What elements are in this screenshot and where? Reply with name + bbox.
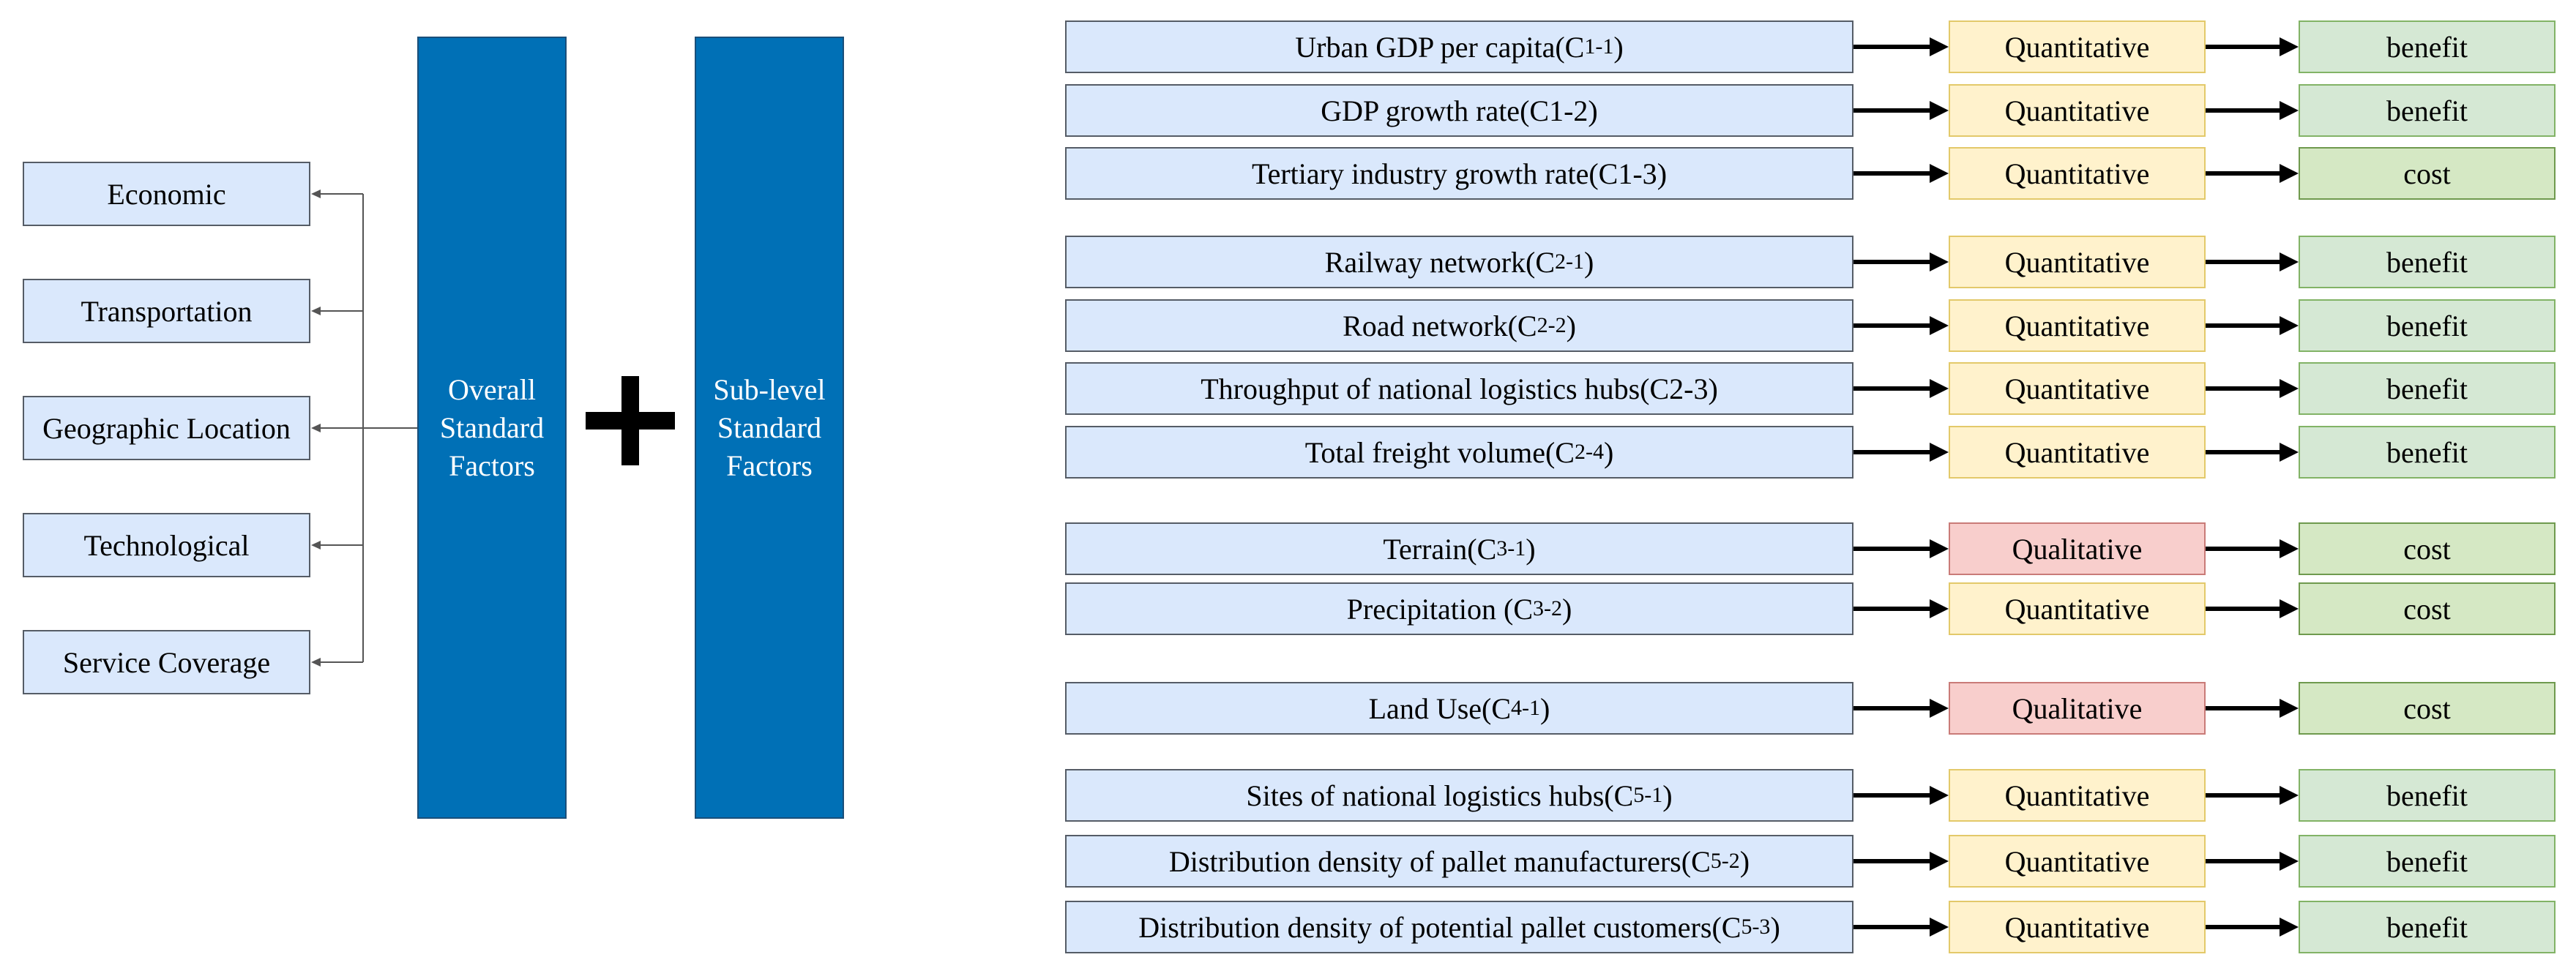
criterion-type: Quantitative [2004,30,2150,64]
category-label: Economic [107,177,226,211]
criterion-box: Distribution density of pallet manufacturers(C 5-2 ) [1065,835,1853,888]
criterion-close: ) [1526,532,1536,566]
arrowhead-icon [2280,599,2299,618]
arrowhead-icon [2280,443,2299,462]
criterion-box: Land Use(C 4-1 ) [1065,682,1853,735]
criterion-box: Railway network(C 2-1 ) [1065,236,1853,288]
criterion-type: Quantitative [2004,309,2150,342]
arrowhead-icon [1930,786,1949,805]
criterion-code: 1-2 [1549,94,1588,127]
criterion-type: Quantitative [2004,844,2150,878]
criterion-close: ) [1770,910,1780,944]
arrowhead-icon [1930,599,1949,618]
criterion-name: Total freight volume(C [1304,435,1575,469]
criterion-direction: benefit [2386,435,2468,469]
criterion-direction: benefit [2386,94,2468,127]
arrowhead-icon [1930,37,1949,56]
criterion-code: 2-3 [1669,372,1709,405]
arrowhead-icon [2280,37,2299,56]
overall-line-3: Factors [449,449,535,482]
criterion-close: ) [1562,592,1572,626]
category-label: Geographic Location [42,411,291,445]
criterion-type: Quantitative [2004,372,2150,405]
criterion-name: Distribution density of pallet manufacturers(C [1168,844,1711,878]
criterion-close: ) [1584,245,1594,279]
arrowhead-icon [2280,379,2299,398]
arrowhead-icon [2280,316,2299,335]
sublevel-line-3: Factors [726,449,813,482]
criterion-box: Road network(C 2-2 ) [1065,299,1853,352]
criterion-direction: benefit [2386,844,2468,878]
criterion-type: Qualitative [2012,691,2143,725]
overall-line-1: Overall [448,372,536,406]
criterion-direction: cost [2403,592,2451,626]
arrowhead-icon [2280,539,2299,558]
criterion-type: Quantitative [2004,435,2150,469]
criterion-type: Quantitative [2004,910,2150,944]
criterion-direction: benefit [2386,779,2468,812]
arrowhead-icon [2280,852,2299,871]
arrowhead-icon [1930,379,1949,398]
criterion-box: Total freight volume(C 2-4 ) [1065,426,1853,479]
criterion-close: ) [1540,691,1550,725]
criterion-type: Quantitative [2004,779,2150,812]
criterion-name: Railway network(C [1324,245,1556,279]
criterion-name: GDP growth rate(C [1321,94,1550,127]
arrowhead-icon [1930,699,1949,718]
criterion-box: Urban GDP per capita(C 1-1 ) [1065,20,1853,73]
arrowhead-icon [2280,918,2299,937]
criterion-name: Tertiary industry growth rate(C [1251,157,1619,190]
category-label: Technological [83,528,250,562]
arrowhead-icon [2280,164,2299,183]
criterion-type: Quantitative [2004,157,2150,190]
category-label: Transportation [81,294,253,328]
criterion-name: Throughput of national logistics hubs(C [1201,372,1670,405]
criterion-name: Terrain(C [1383,532,1497,566]
criterion-name: Land Use(C [1368,691,1512,725]
criterion-close: ) [1566,309,1576,342]
criterion-close: ) [1603,435,1614,469]
criterion-name: Distribution density of potential pallet customers(C [1138,910,1741,944]
criterion-type: Quantitative [2004,245,2150,279]
arrowhead-icon [1930,252,1949,271]
criterion-close: ) [1708,372,1718,405]
criterion-type: Qualitative [2012,532,2143,566]
arrowhead-icon [2280,786,2299,805]
criterion-name: Sites of national logistics hubs(C [1246,779,1634,812]
criterion-close: ) [1739,844,1750,878]
sublevel-line-1: Sub-level [713,372,826,406]
criterion-direction: cost [2403,691,2451,725]
arrowhead-icon [1930,101,1949,120]
criterion-direction: benefit [2386,30,2468,64]
criterion-box: Precipitation (C 3-2 ) [1065,582,1853,635]
arrowhead-icon [1930,539,1949,558]
arrowhead-icon [1930,918,1949,937]
criterion-box: Sites of national logistics hubs(C 5-1 ) [1065,769,1853,822]
criterion-type: Quantitative [2004,94,2150,127]
arrowhead-icon [1930,164,1949,183]
arrowhead-icon [2280,101,2299,120]
arrowhead-icon [2280,699,2299,718]
criterion-direction: benefit [2386,910,2468,944]
criterion-box: Terrain(C 3-1 ) [1065,522,1853,575]
criterion-close: ) [1657,157,1668,190]
criterion-direction: benefit [2386,245,2468,279]
criterion-name: Precipitation (C [1346,592,1534,626]
overall-line-2: Standard [439,410,545,444]
arrowhead-icon [1930,443,1949,462]
criterion-type: Quantitative [2004,592,2150,626]
criterion-code: 1-3 [1618,157,1657,190]
sublevel-line-2: Standard [717,410,822,444]
criterion-close: ) [1588,94,1598,127]
criterion-direction: benefit [2386,309,2468,342]
criterion-name: Road network(C [1343,309,1537,342]
criterion-close: ) [1662,779,1673,812]
arrowhead-icon [1930,852,1949,871]
criterion-name: Urban GDP per capita(C [1295,30,1585,64]
criterion-direction: cost [2403,532,2451,566]
arrowhead-icon [2280,252,2299,271]
criterion-close: ) [1613,30,1624,64]
criterion-direction: cost [2403,157,2451,190]
criterion-box: Distribution density of potential pallet customers(C 5-3 ) [1065,901,1853,953]
category-label: Service Coverage [62,645,271,679]
criterion-direction: benefit [2386,372,2468,405]
arrowhead-icon [1930,316,1949,335]
